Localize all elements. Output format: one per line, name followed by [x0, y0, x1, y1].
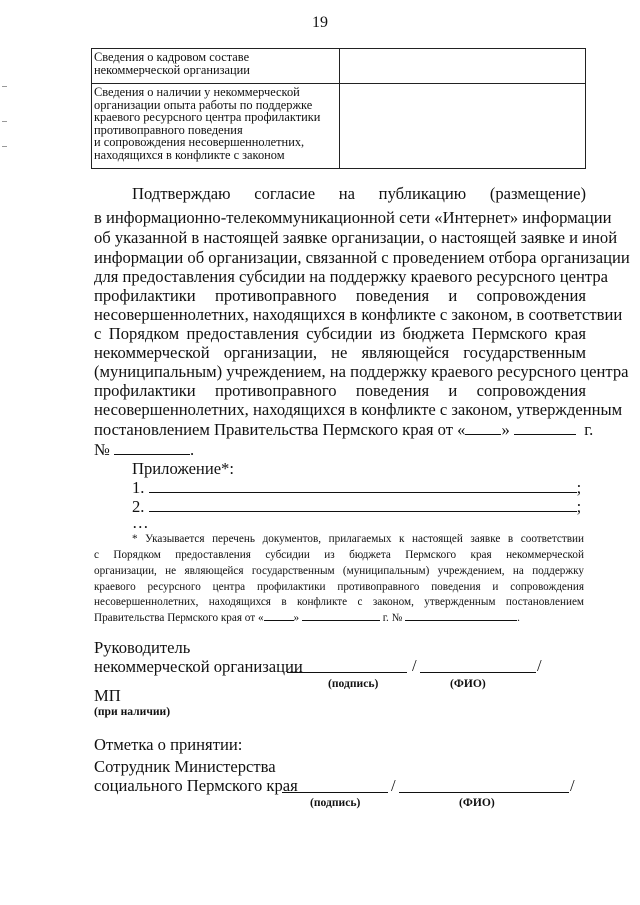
cell-text: и сопровождения несовершеннолетних,	[94, 135, 305, 150]
signature-caption: (подпись)	[328, 677, 379, 690]
table-value-cell[interactable]	[340, 49, 586, 84]
quote-close: »	[501, 420, 510, 439]
attachment-item-2	[132, 497, 581, 517]
slash: /	[570, 776, 575, 795]
consent-line: информации об организации, связанной с проведением отбора организации	[94, 248, 630, 267]
table-row	[92, 84, 586, 169]
consent-line: несовершеннолетних, находящихся в конфликте с законом, в соответствии	[94, 305, 623, 324]
head-org-label: некоммерческой организации	[94, 657, 303, 676]
footnote-line: с Порядком предоставления субсидии из бюджета Пермского края некоммерческой	[94, 549, 584, 561]
stamp-note: (при наличии)	[94, 705, 171, 718]
attachment-field[interactable]	[149, 497, 577, 512]
stamp-label: МП	[94, 686, 121, 705]
cell-text: Сведения о кадровом составе	[94, 50, 250, 64]
semicolon: ;	[576, 478, 582, 497]
semicolon: ;	[576, 497, 582, 516]
footnote-text: Правительства Пермского края от «	[94, 612, 264, 624]
footnote-month-field[interactable]	[302, 610, 380, 621]
attachment-field[interactable]	[149, 478, 577, 493]
cell-text: некоммерческой организации	[94, 62, 250, 77]
footnote-line: * Указывается перечень документов, прилагаемых к настоящей заявке в соответствии	[132, 533, 584, 545]
footnote-day-field[interactable]	[264, 610, 294, 621]
cell-text: находящихся в конфликте с законом	[94, 147, 285, 162]
slash: /	[391, 776, 396, 795]
table-label-cell	[92, 49, 340, 84]
footnote-line: несовершеннолетних, находящихся в конфликте с законом, утвержденным постановлением	[94, 596, 584, 608]
month-field[interactable]	[514, 420, 576, 435]
footnote-last-line	[94, 610, 520, 627]
consent-line: с Порядком предоставления субсидии из бюджета Пермского края	[94, 324, 586, 343]
employee-signature-field[interactable]	[282, 792, 388, 793]
cell-text: противоправного поведения	[94, 122, 243, 137]
consent-line: об указанной в настоящей заявке организации, о настоящей заявке и иной	[94, 228, 618, 247]
year-suffix: г.	[584, 420, 594, 439]
decree-number-line	[94, 440, 194, 460]
period: .	[190, 440, 195, 459]
period: .	[517, 612, 520, 624]
attachment-item-1	[132, 478, 581, 498]
consent-line: профилактики противоправного поведения и сопровождения	[94, 286, 586, 305]
fio-caption: (ФИО)	[450, 677, 486, 690]
consent-line: для предоставления субсидии на поддержку краевого ресурсного центра	[94, 267, 608, 286]
slash: /	[537, 656, 542, 675]
consent-line: в информационно-телекоммуникационной сети «Интернет» информации	[94, 208, 612, 227]
attachments-ellipsis: …	[132, 513, 149, 532]
day-field[interactable]	[465, 420, 501, 435]
employee-ministry-label: социального Пермского края	[94, 776, 298, 795]
cell-text: организации опыта работы по поддержке	[94, 97, 313, 112]
consent-line: профилактики противоправного поведения и сопровождения	[94, 381, 586, 400]
info-table	[91, 48, 586, 169]
employee-fio-field[interactable]	[399, 792, 569, 793]
cell-text: Сведения о наличии у некоммерческой	[94, 85, 300, 99]
scan-mark	[2, 121, 7, 122]
attachment-number: 1.	[132, 478, 145, 497]
number-sign: №	[94, 440, 110, 459]
consent-line: некоммерческой организации, не являющейся государственным	[94, 343, 586, 362]
footnote-line: организации, не являющейся государственным (муниципальным) учреждением, на поддержку	[94, 565, 584, 577]
page-number: 19	[312, 14, 328, 31]
attachment-number: 2.	[132, 497, 145, 516]
slash: /	[412, 656, 417, 675]
consent-last-line	[94, 420, 593, 440]
head-signature-field[interactable]	[287, 672, 407, 673]
signature-caption: (подпись)	[310, 796, 361, 809]
quote-close: »	[293, 612, 300, 624]
employee-title: Сотрудник Министерства	[94, 757, 276, 776]
footnote-line: краевого ресурсного центра профилактики противоправного поведения и сопровождения	[94, 581, 584, 593]
acceptance-label: Отметка о принятии:	[94, 735, 243, 754]
table-value-cell[interactable]	[340, 84, 586, 169]
footnote-number-field[interactable]	[405, 610, 517, 621]
consent-line: (муниципальным) учреждением, на поддержку краевого ресурсного центра	[94, 362, 629, 381]
scan-mark	[2, 86, 7, 87]
consent-line: Подтверждаю согласие на публикацию (размещение)	[132, 184, 586, 203]
attachments-heading: Приложение*:	[132, 459, 234, 478]
head-fio-field[interactable]	[420, 672, 536, 673]
footnote-year-number: г. №	[382, 612, 403, 624]
head-title: Руководитель	[94, 638, 191, 657]
fio-caption: (ФИО)	[459, 796, 495, 809]
decree-number-field[interactable]	[114, 440, 190, 455]
scan-mark	[2, 146, 7, 147]
cell-text: краевого ресурсного центра профилактики	[94, 110, 321, 125]
table-row	[92, 49, 586, 84]
table-label-cell	[92, 84, 340, 169]
consent-line: несовершеннолетних, находящихся в конфликте с законом, утвержденным	[94, 400, 623, 419]
decree-text: постановлением Правительства Пермского края от «	[94, 420, 466, 439]
